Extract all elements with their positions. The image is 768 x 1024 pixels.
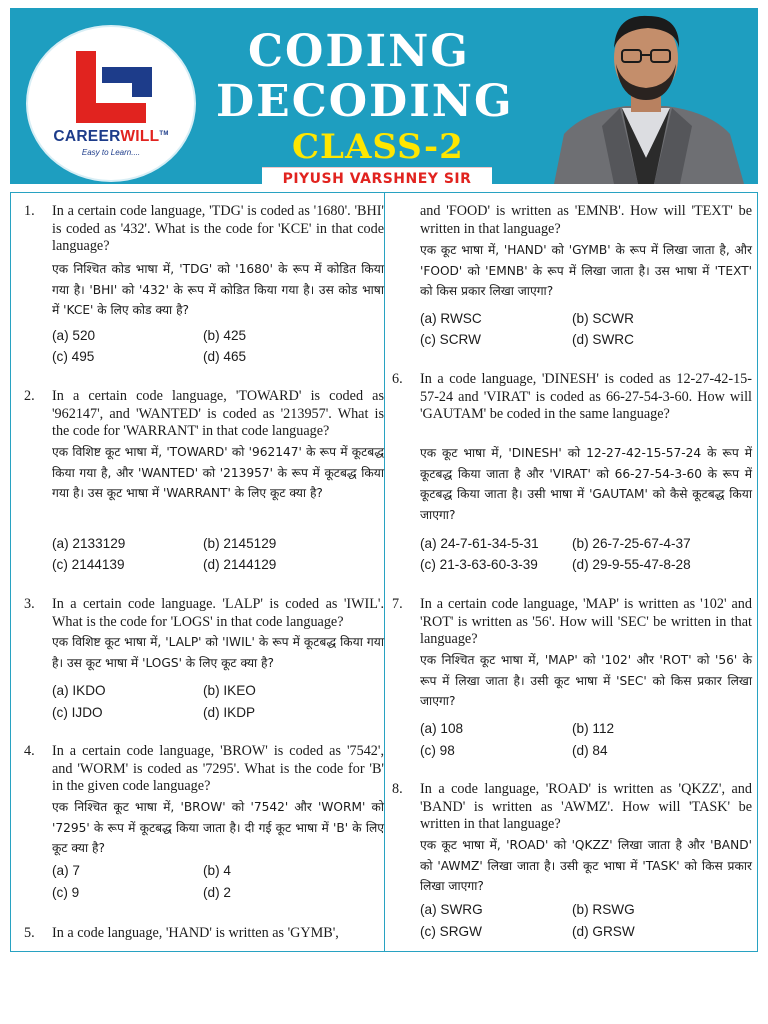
logo-will: WILL	[120, 128, 160, 145]
option-b[interactable]: (b) RSWG	[572, 902, 635, 917]
option-c[interactable]: (c) 21-3-63-60-3-39	[420, 557, 538, 572]
logo-career: CAREER	[53, 128, 121, 145]
option-d[interactable]: (d) 84	[572, 743, 608, 758]
column-divider	[384, 192, 385, 952]
question-text-hi: एक विशिष्ट कूट भाषा में, 'TOWARD' को '962147' के रूप में कूटबद्ध किया गया है, और 'WANTED' को '213957' के रूप में कूटबद्ध किया गया है। उस कूट भाषा में 'WARRANT' के लिए कूट क्या है?	[52, 445, 384, 500]
question-text-en-part1: In a code language, 'HAND' is written as 'GYMB',	[52, 925, 339, 941]
teacher-name: PIYUSH VARSHNEY SIR	[262, 167, 492, 184]
option-c[interactable]: (c) SRGW	[420, 924, 482, 939]
question-text-en: In a certain code language, 'BROW' is coded as '7542', and 'WORM' is coded as '7295'. What is the code for 'B' in the given code language?	[52, 743, 384, 795]
question-text-en: In a certain code language, 'TDG' is coded as '1680'. 'BHI' is coded as '432'. What is the code for 'KCE' in that code language?	[52, 203, 384, 255]
option-b[interactable]: (b) 4	[203, 863, 231, 878]
question-text-en: In a code language, 'ROAD' is written as 'QKZZ', and 'BAND' is written as 'AWMZ'. How will 'TASK' be written in that language?	[420, 781, 752, 833]
option-b[interactable]: (b) 112	[572, 721, 615, 736]
question-number: 6.	[392, 371, 403, 387]
teacher-photo	[534, 8, 758, 184]
option-a[interactable]: (a) 108	[420, 721, 464, 736]
question-number: 3.	[24, 596, 35, 612]
question-text-hi: एक निश्चित कोड भाषा में, 'TDG' को '1680' के रूप में कोडित किया गया है। 'BHI' को '432' के रूप में कोडित किया गया है। उस कोड भाषा में 'KCE' के लिए कोड क्या है?	[52, 262, 384, 317]
option-a[interactable]: (a) 24-7-61-34-5-31	[420, 536, 539, 551]
option-a[interactable]: (a) 7	[52, 863, 80, 878]
option-c[interactable]: (c) 495	[52, 349, 95, 364]
option-b[interactable]: (b) SCWR	[572, 311, 634, 326]
option-a[interactable]: (a) IKDO	[52, 683, 106, 698]
option-a[interactable]: (a) 520	[52, 328, 96, 343]
question-text-en-part2: and 'FOOD' is written as 'EMNB'. How will 'TEXT' be written in that language?	[420, 203, 752, 237]
title-line-1: CODING	[248, 26, 470, 77]
careerwill-logo-mark-icon	[72, 47, 156, 129]
option-b[interactable]: (b) IKEO	[203, 683, 256, 698]
logo-tagline: Easy to Learn....	[81, 148, 141, 157]
question-text-hi: एक कूट भाषा में, 'ROAD' को 'QKZZ' लिखा जाता है और 'BAND' को 'AWMZ' लिखा जाता है। उसी कूट भाषा में 'TASK' को किस प्रकार लिखा जाएगा?	[420, 838, 752, 893]
option-d[interactable]: (d) 2144129	[203, 557, 277, 572]
option-a[interactable]: (a) RWSC	[420, 311, 482, 326]
class-label: CLASS-2	[292, 127, 464, 167]
question-text-hi: एक निश्चित कूट भाषा में, 'BROW' को '7542' और 'WORM' को '7295' के रूप में कूटबद्ध किया जाता है। दी गई कूट भाषा में 'B' के लिए कूट क्या है?	[52, 800, 384, 855]
option-a[interactable]: (a) 2133129	[52, 536, 126, 551]
question-text-en: In a certain code language. 'LALP' is coded as 'IWIL'. What is the code for 'LOGS' in that code language?	[52, 596, 384, 630]
question-text-en: In a certain code language, 'MAP' is written as '102' and 'ROT' is written as '56'. How will 'SEC' be written in that language?	[420, 596, 752, 648]
question-text-hi: एक निश्चित कूट भाषा में, 'MAP' को '102' और 'ROT' को '56' के रूप में लिखा जाता है। उसी कूट भाषा में 'SEC' को किस प्रकार लिखा जाएगा?	[420, 653, 752, 708]
option-c[interactable]: (c) 9	[52, 885, 80, 900]
option-d[interactable]: (d) 465	[203, 349, 247, 364]
header-banner	[10, 8, 758, 184]
question-number: 2.	[24, 388, 35, 404]
option-c[interactable]: (c) IJDO	[52, 705, 103, 720]
option-d[interactable]: (d) IKDP	[203, 705, 256, 720]
logo-wordmark	[28, 128, 194, 146]
question-number: 7.	[392, 596, 403, 612]
question-number: 5.	[24, 925, 35, 941]
option-c[interactable]: (c) SCRW	[420, 332, 481, 347]
title-line-2: DECODING	[216, 76, 514, 127]
option-d[interactable]: (d) 29-9-55-47-8-28	[572, 557, 691, 572]
careerwill-logo	[26, 25, 196, 182]
question-number: 1.	[24, 203, 35, 219]
option-b[interactable]: (b) 425	[203, 328, 247, 343]
question-text-en: In a certain code language, 'TOWARD' is coded as '962147', and 'WANTED' is coded as '213957'. What is the code for 'WARRANT' in that code language?	[52, 388, 384, 440]
option-b[interactable]: (b) 26-7-25-67-4-37	[572, 536, 691, 551]
question-text-hi: एक विशिष्ट कूट भाषा में, 'LALP' को 'IWIL' के रूप में कूटबद्ध किया गया है। उस कूट भाषा में 'LOGS' के लिए कूट क्या है?	[52, 635, 384, 670]
question-number: 4.	[24, 743, 35, 759]
logo-tm: TM	[159, 130, 169, 137]
option-d[interactable]: (d) 2	[203, 885, 231, 900]
option-c[interactable]: (c) 2144139	[52, 557, 125, 572]
question-text-hi: एक कूट भाषा में, 'HAND' को 'GYMB' के रूप में लिखा जाता है, और 'FOOD' को 'EMNB' के रूप में लिखा जाता है। उस भाषा में 'TEXT' को किस प्रकार लिखा जाएगा?	[420, 243, 752, 298]
option-d[interactable]: (d) GRSW	[572, 924, 635, 939]
question-text-en: In a code language, 'DINESH' is coded as 12-27-42-15-57-24 and 'VIRAT' is coded as 66-27-54-3-60. How will 'GAUTAM' be coded in the same language?	[420, 371, 752, 423]
option-b[interactable]: (b) 2145129	[203, 536, 277, 551]
option-a[interactable]: (a) SWRG	[420, 902, 483, 917]
option-d[interactable]: (d) SWRC	[572, 332, 634, 347]
question-text-hi: एक कूट भाषा में, 'DINESH' को 12-27-42-15-57-24 के रूप में कूटबद्ध किया जाता है और 'VIRAT' को 66-27-54-3-60 के रूप में कूटबद्ध किया जाता है। उसी भाषा में 'GAUTAM' को कैसे कूटबद्ध किया जाएगा?	[420, 446, 752, 522]
option-c[interactable]: (c) 98	[420, 743, 455, 758]
question-number: 8.	[392, 781, 403, 797]
